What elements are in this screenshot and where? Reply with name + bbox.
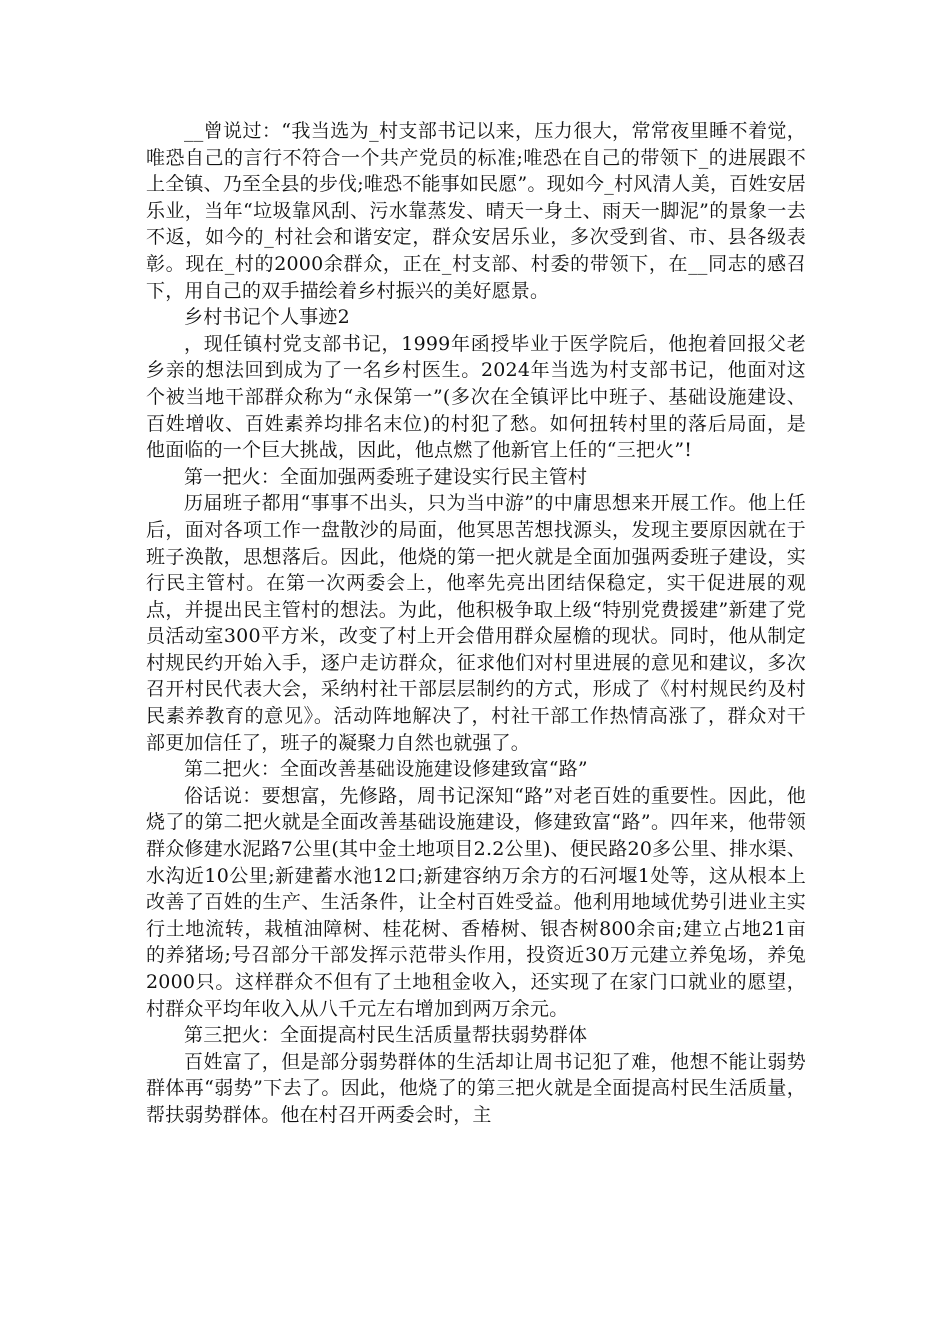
document-page <box>146 118 806 1129</box>
paragraph-second-fire: 俗话说：要想富，先修路，周书记深知“路”对老百姓的重要性。因此，他烧了的第二把火就是全面改善基础设施建设，修建致富“路”。四年来，他带领群众修建水泥路7公里(其中金土地项目2.2公里)、便民路20多公里、排水渠、水沟近10公里;新建蓄水池12口;新建容纳万余方的石河堰1处等，这从根本上改善了百姓的生产、生活条件，让全村百姓受益。他利用地域优势引进业主实行土地流转，栽植油障树、桂花树、香椿树、银杏树800余亩;建立占地21亩的养猪场;号召部分干部发挥示范带头作用，投资近30万元建立养兔场，养兔2000只。这样群众不但有了土地租金收入，还实现了在家门口就业的愿望，村群众平均年收入从八千元左右增加到两万余元。 <box>146 784 806 1020</box>
paragraph-third-fire: 百姓富了，但是部分弱势群体的生活却让周书记犯了难，他想不能让弱势群体再“弱势”下去了。因此，他烧了的第三把火就是全面提高村民生活质量，帮扶弱势群体。他在村召开两委会时，主 <box>146 1050 806 1126</box>
heading-first-fire: 第一把火：全面加强两委班子建设实行民主管村 <box>184 465 588 488</box>
section-title-2: 乡村书记个人事迹2 <box>184 306 350 329</box>
heading-third-fire: 第三把火：全面提高村民生活质量帮扶弱势群体 <box>184 1024 588 1047</box>
heading-second-fire: 第二把火：全面改善基础设施建设修建致富“路” <box>184 758 588 781</box>
paragraph-background: ，现任镇村党支部书记，1999年函授毕业于医学院后，他抱着回报父老乡亲的想法回到成为了一名乡村医生。2024年当选为村支部书记，他面对这个被当地干部群众称为“永保第一”(多次在全镇评比中班子、基础设施建设、百姓增收、百姓素养均排名末位)的村犯了愁。如何扭转村里的落后局面，是他面临的一个巨大挑战，因此，他点燃了他新官上任的“三把火”! <box>146 332 806 462</box>
paragraph-first-fire: 历届班子都用“事事不出头，只为当中游”的中庸思想来开展工作。他上任后，面对各项工作一盘散沙的局面，他冥思苦想找源头，发现主要原因就在于班子涣散，思想落后。因此，他烧的第一把火就是全面加强两委班子建设，实行民主管村。在第一次两委会上，他率先亮出团结保稳定，实干促进展的观点，并提出民主管村的想法。为此，他积极争取上级“特别党费援建”新建了党员活动室300平方米，改变了村上开会借用群众屋檐的现状。同时，他从制定村规民约开始入手，逐户走访群众，征求他们对村里进展的意见和建议，多次召开村民代表大会，采纳村社干部层层制约的方式，形成了《村村规民约及村民素养教育的意见》。活动阵地解决了，村社干部工作热情高涨了，群众对干部更加信任了，班子的凝聚力自然也就强了。 <box>146 492 806 754</box>
paragraph-intro-quote: __曾说过：“我当选为_村支部书记以来，压力很大，常常夜里睡不着觉，唯恐自己的言行不符合一个共产党员的标准;唯恐在自己的带领下_的进展跟不上全镇、乃至全县的步伐;唯恐不能事如民愿”。现如今_村风清人美，百姓安居乐业，当年“垃圾靠风刮、污水靠蒸发、晴天一身土、雨天一脚泥”的景象一去不返，如今的_村社会和谐安定，群众安居乐业，多次受到省、市、县各级表彰。现在_村的2000余群众，正在_村支部、村委的带领下，在__同志的感召下，用自己的双手描绘着乡村振兴的美好愿景。 <box>146 120 806 302</box>
